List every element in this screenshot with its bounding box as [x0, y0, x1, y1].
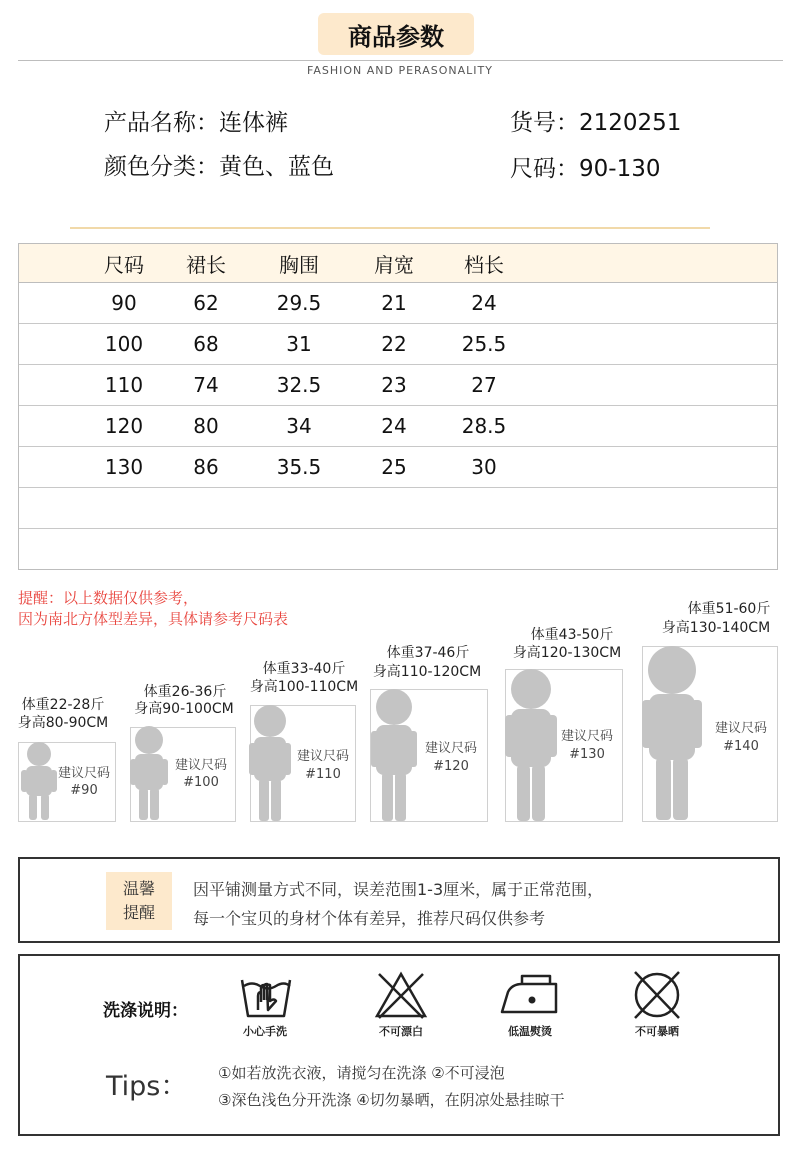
table-cell: 68	[193, 332, 219, 356]
table-row-empty	[19, 488, 777, 529]
figure-rec-size: #120	[433, 759, 469, 774]
table-row	[19, 406, 777, 447]
table-row-empty	[19, 529, 777, 569]
table-cell: 24	[381, 414, 407, 438]
care-label: 低温熨烫	[508, 1025, 552, 1038]
product-colors: 颜色分类：黄色、蓝色	[104, 154, 334, 180]
figure-box-140	[642, 646, 778, 822]
product-name: 产品名称：连体裤	[104, 110, 288, 136]
figure-rec-label: 建议尺码	[57, 766, 110, 781]
table-cell: 23	[381, 373, 407, 397]
table-cell: 120	[104, 414, 144, 438]
figure-rec-label: 建议尺码	[424, 741, 477, 756]
size-table-header	[19, 244, 777, 283]
reminder-line: 提醒：以上数据仅供参考，	[18, 589, 199, 607]
figure-box-90	[18, 742, 116, 822]
no-bleach-icon	[373, 970, 429, 1020]
page-subtitle: FASHION AND PERASONALITY	[307, 64, 493, 77]
figure-height: 身高110-120CM	[372, 664, 482, 680]
warm-tag-line: 温馨	[122, 879, 155, 898]
tips-label: Tips：	[106, 1071, 188, 1102]
child-silhouette-icon	[370, 687, 418, 823]
figure-weight: 体重22-28斤	[21, 697, 105, 713]
header-divider	[18, 60, 783, 61]
figure-weight: 体重43-50斤	[530, 627, 614, 643]
table-cell: 30	[471, 455, 497, 479]
table-row	[19, 324, 777, 365]
figure-height: 身高90-100CM	[134, 701, 234, 717]
table-cell: 74	[193, 373, 219, 397]
table-cell: 21	[381, 291, 407, 315]
warm-text-line: 因平铺测量方式不同，误差范围1-3厘米，属于正常范围，	[193, 880, 604, 899]
washing-title: 洗涤说明：	[103, 1001, 188, 1021]
table-cell: 110	[104, 373, 144, 397]
child-silhouette-icon	[504, 667, 558, 823]
table-cell: 28.5	[461, 414, 507, 438]
table-cell: 100	[104, 332, 144, 356]
figure-height: 身高100-110CM	[249, 679, 359, 695]
care-label: 小心手洗	[243, 1025, 287, 1038]
header-cell-size: 尺码	[104, 252, 144, 277]
table-cell: 22	[381, 332, 407, 356]
care-label: 不可漂白	[379, 1025, 423, 1038]
warm-tag-line: 提醒	[122, 903, 155, 922]
figure-weight: 体重33-40斤	[262, 661, 346, 677]
table-cell: 130	[104, 455, 144, 479]
tip-line: ①如若放洗衣液，请搅匀在洗涤 ②不可浸泡	[218, 1064, 505, 1082]
figure-height: 身高120-130CM	[512, 645, 622, 661]
header-cell-shoulder: 肩宽	[374, 252, 414, 277]
product-sku: 货号：2120251	[510, 110, 682, 136]
figure-rec-size: #100	[183, 775, 219, 790]
header-cell-length: 裙长	[186, 252, 226, 277]
header-cell-crotch: 档长	[464, 252, 504, 277]
info-divider	[70, 227, 710, 229]
tips-text	[218, 1060, 565, 1114]
table-cell: 35.5	[276, 455, 322, 479]
table-cell: 27	[471, 373, 497, 397]
table-cell: 86	[193, 455, 219, 479]
figure-weight: 体重51-60斤	[687, 601, 771, 617]
page-title: 商品参数	[318, 13, 474, 55]
figure-box-120	[370, 689, 488, 822]
figure-rec-label: 建议尺码	[560, 729, 613, 744]
low-iron-icon	[498, 972, 562, 1018]
figure-rec-label: 建议尺码	[174, 758, 227, 773]
table-cell: 62	[193, 291, 219, 315]
figure-box-100	[130, 727, 236, 822]
washing-instructions-box	[18, 954, 780, 1136]
table-cell: 34	[286, 414, 312, 438]
warm-text-line: 每一个宝贝的身材个体有差异，推荐尺码仅供参考	[193, 909, 546, 928]
header-cell-chest: 胸围	[279, 252, 319, 277]
table-row	[19, 283, 777, 324]
figure-rec-size: #90	[70, 783, 98, 798]
warm-reminder-tag	[106, 872, 172, 930]
data-reminder	[18, 588, 288, 630]
no-sun-dry-icon	[629, 968, 685, 1022]
child-silhouette-icon	[641, 644, 703, 822]
warm-reminder-box	[18, 857, 780, 943]
hand-wash-icon	[238, 970, 294, 1020]
figure-rec-size: #140	[723, 739, 759, 754]
table-cell: 32.5	[276, 373, 322, 397]
table-cell: 29.5	[276, 291, 322, 315]
table-cell: 24	[471, 291, 497, 315]
table-cell: 31	[286, 332, 312, 356]
table-cell: 90	[111, 291, 137, 315]
figure-height: 身高130-140CM	[661, 620, 771, 636]
figure-weight: 体重37-46斤	[386, 645, 470, 661]
child-silhouette-icon	[248, 703, 292, 823]
figure-rec-size: #130	[569, 747, 605, 762]
figure-box-130	[505, 669, 623, 822]
figure-height: 身高80-90CM	[17, 715, 109, 731]
table-row	[19, 365, 777, 406]
tip-line: ③深色浅色分开洗涤 ④切勿暴晒，在阴凉处悬挂晾干	[218, 1091, 565, 1109]
table-cell: 80	[193, 414, 219, 438]
figure-rec-size: #110	[305, 767, 341, 782]
size-table	[18, 243, 778, 570]
figure-weight: 体重26-36斤	[143, 684, 227, 700]
figure-rec-label: 建议尺码	[296, 749, 349, 764]
table-row	[19, 447, 777, 488]
table-cell: 25	[381, 455, 407, 479]
care-label: 不可暴晒	[635, 1025, 679, 1038]
product-size-range: 尺码：90-130	[510, 156, 661, 182]
reminder-line: 因为南北方体型差异，具体请参考尺码表	[18, 610, 289, 628]
figure-box-110	[250, 705, 356, 822]
table-cell: 25.5	[461, 332, 507, 356]
warm-reminder-text	[193, 875, 603, 933]
figure-rec-label: 建议尺码	[714, 721, 767, 736]
